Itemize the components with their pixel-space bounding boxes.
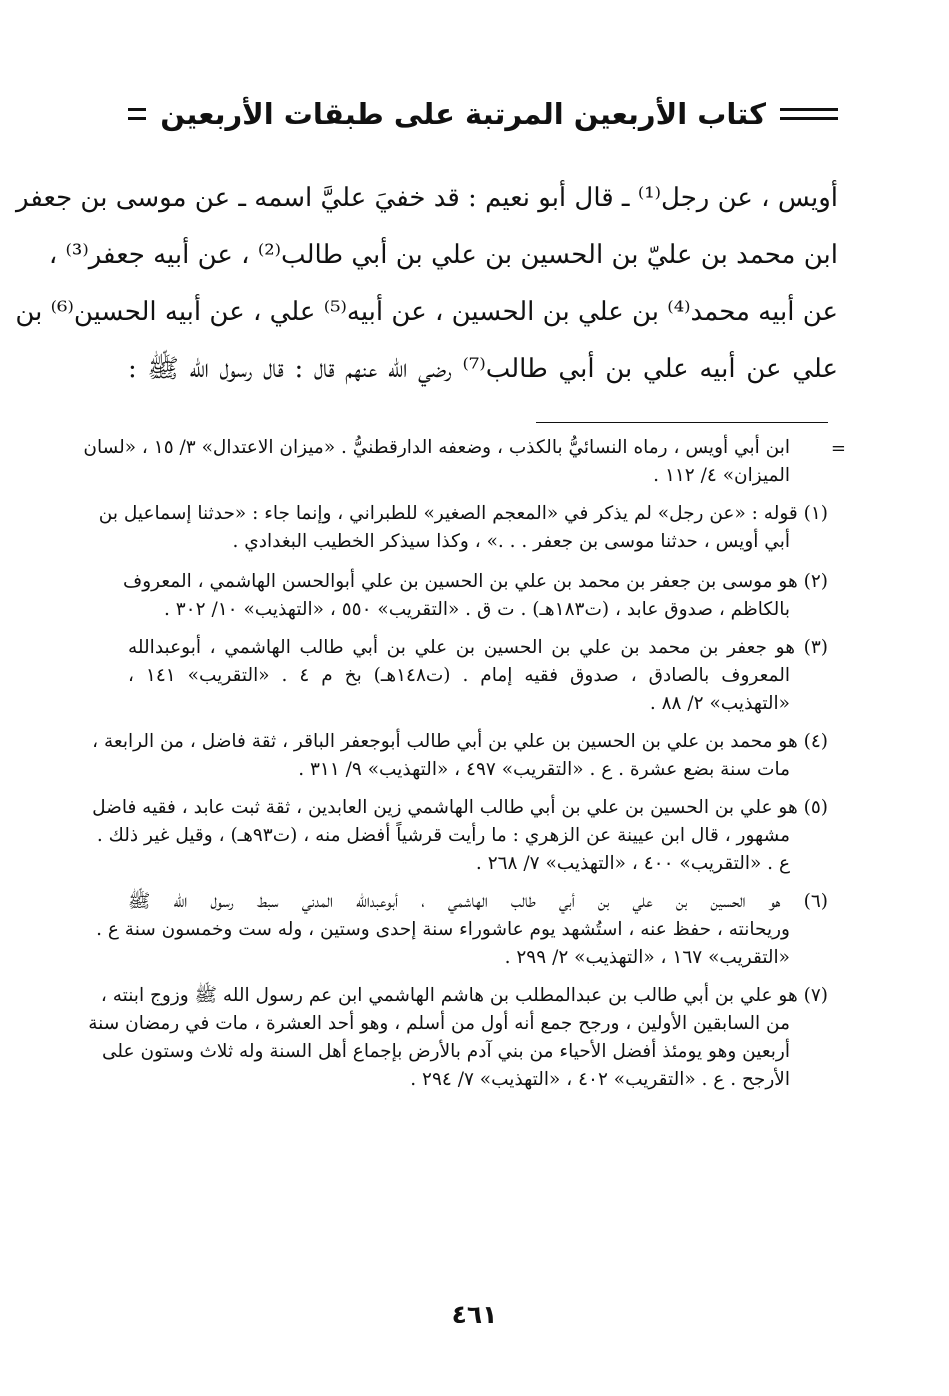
- main-text-line: عن أبيه محمد⁽⁴⁾ بن علي بن الحسين ، عن أبيه⁽⁵⁾ علي ، عن أبيه الحسين⁽⁶⁾ بن: [15, 297, 838, 327]
- footnote-line: (٢) هو موسى بن جعفر بن محمد بن علي بن الحسين بن علي أبوالحسن الهاشمي ، المعروف: [123, 571, 828, 592]
- header-rule-left: [128, 108, 146, 120]
- footnote-line: بالكاظم ، صدوق عابد ، (ت١٨٣هـ) . ت ق . «التقريب» ٥٥٠ ، «التهذيب» ١٠/ ٣٠٢ .: [163, 599, 790, 620]
- footnote-line: «التهذيب» ٢/ ٨٨ .: [649, 693, 790, 714]
- footnote-line: مشهور ، قال ابن عيينة عن الزهري : ما رأيت قرشياً أفضل منه ، (ت٩٣هـ) ، وقيل غير ذلك .: [96, 825, 790, 846]
- footnote-separator: [536, 422, 828, 423]
- footnote-continued: [83, 434, 828, 490]
- footnote-6: [96, 888, 828, 972]
- footnote-2: [123, 568, 828, 624]
- footnote-line: (٤) هو محمد بن علي بن الحسين بن علي بن أبي طالب أبوجعفر الباقر ، ثقة فاضل ، من الرابعة ،: [92, 731, 828, 752]
- main-text-line: علي عن أبيه علي بن أبي طالب⁽⁷⁾ رضي الله عنهم قال : قال رسول الله ﷺ :: [128, 354, 838, 384]
- footnote-4: [92, 728, 828, 784]
- footnote-line: من السابقين الأولين ، ورجح جمع أنه أول من أسلم ، وهو أحد العشرة ، مات في رمضان سنة: [88, 1013, 790, 1034]
- footnote-line: أربعين وهو يومئذ أفضل الأحياء من بني آدم بالأرض بإجماع أهل السنة وله ثلاث وستون على: [102, 1041, 790, 1062]
- footnote-line: (١) قوله : «عن رجل» لم يذكر في «المعجم الصغير» للطبراني ، وإنما جاء : «حدثنا إسماعيل بن: [98, 503, 828, 524]
- header-rule-right: [780, 108, 838, 120]
- book-title: كتاب الأربعين المرتبة على طبقات الأربعين: [160, 96, 766, 131]
- footnote-line: مات سنة بضع عشرة . ع . «التقريب» ٤٩٧ ، «التهذيب» ٩/ ٣١١ .: [298, 759, 790, 780]
- continuation-mark: =: [830, 438, 846, 459]
- footnote-line: (٧) هو علي بن أبي طالب بن عبدالمطلب بن هاشم الهاشمي ابن عم رسول الله ﷺ وزوج ابنته ،: [100, 985, 828, 1006]
- page-number: ٤٦١: [451, 1300, 498, 1329]
- footnote-line: (٥) هو علي بن الحسين بن علي بن أبي طالب الهاشمي زين العابدين ، ثقة ثبت عابد ، فقيه فاضل: [92, 797, 828, 818]
- footnote-3: [128, 634, 828, 718]
- footnote-7: [88, 982, 828, 1094]
- running-header: [128, 92, 838, 136]
- footnote-line: وريحانته ، حفظ عنه ، استُشهد يوم عاشوراء سنة إحدى وستين ، وله ست وخمسون سنة ع .: [96, 919, 790, 940]
- footnote-line: ابن أبي أويس ، رماه النسائيُّ بالكذب ، وضعفه الدارقطنيُّ . «ميزان الاعتدال» ٣/ ١٥ ، «لسان: [83, 437, 790, 458]
- main-text-line: ابن محمد بن عليّ بن الحسين بن علي بن أبي طالب⁽²⁾ ، عن أبيه جعفر⁽³⁾ ،: [48, 240, 838, 270]
- footnote-line: الميزان» ٤/ ١١٢ .: [653, 465, 790, 486]
- footnote-line: الأرجح . ع . «التقريب» ٤٠٢ ، «التهذيب» ٧/ ٢٩٤ .: [410, 1069, 790, 1090]
- main-text-line: أويس ، عن رجل⁽¹⁾ ـ قال أبو نعيم : قد خفيَ عليَّ اسمه ـ عن موسى بن جعفر: [16, 183, 838, 213]
- footnote-5: [92, 794, 828, 878]
- footnote-1: [98, 500, 828, 556]
- footnotes: [83, 434, 828, 1094]
- footnote-line: «التقريب» ١٦٧ ، «التهذيب» ٢/ ٢٩٩ .: [504, 947, 790, 968]
- footnote-line: ع . «التقريب» ٤٠٠ ، «التهذيب» ٧/ ٢٦٨ .: [475, 853, 790, 874]
- footnote-line: المعروف بالصادق ، صدوق فقيه إمام . (ت١٤٨هـ) بخ م ٤ . «التقريب» ١٤١ ،: [128, 665, 790, 686]
- footnote-line: أبي أويس ، حدثنا موسى بن جعفر . . .» ، وكذا سيذكر الخطيب البغدادي .: [232, 531, 790, 552]
- main-text: [15, 170, 838, 398]
- footnote-line: (٣) هو جعفر بن محمد بن علي بن الحسين بن علي بن أبي طالب الهاشمي ، أبوعبدالله: [128, 637, 828, 658]
- footnote-line: (٦) هو الحسين بن علي بن أبي طالب الهاشمي ، أبوعبدالله المدني سبط رسول الله ﷺ: [128, 891, 828, 912]
